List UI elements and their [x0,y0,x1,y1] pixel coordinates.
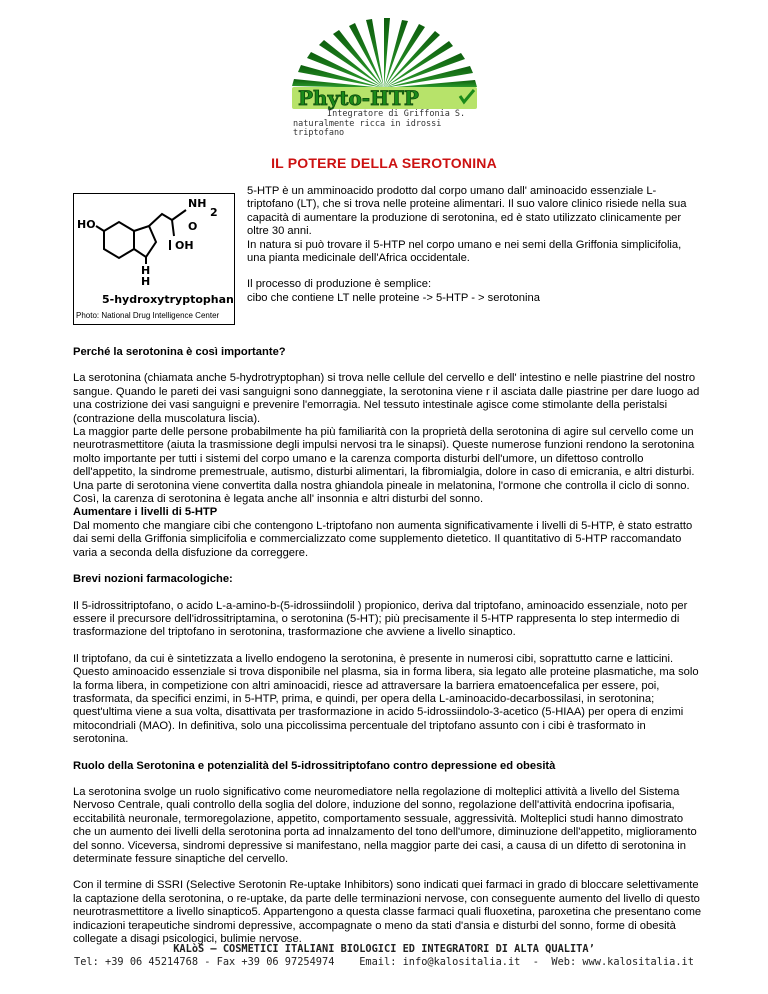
article-body [73,346,703,959]
svg-text:OH: OH [175,239,194,252]
svg-text:2: 2 [210,206,218,219]
intro-paragraph: In natura si può trovare il 5-HTP nel corpo umano e nei semi della Griffonia simplicifolia, una pianta medicinale dell'Africa occidentale. [247,238,682,265]
page-footer [0,943,768,969]
logo-tagline [293,110,493,139]
section-heading: Perché la serotonina è così importante? [73,346,286,358]
svg-text:5-hydroxytryptophan: 5-hydroxytryptophan [102,293,234,306]
subsection-heading: Aumentare i livelli di 5-HTP [73,506,218,519]
svg-text:Phyto-HTP: Phyto-HTP [298,86,419,110]
body-paragraph: Dal momento che mangiare cibi che contengono L-triptofano non aumenta significativamente i livelli di 5-HTP, è stato estratto dai semi della Griffonia simplicifolia e commercializzato come supplemento dietetico. Il quantitativo di 5-HTP raccomandato varia a seconda della disfuzione da correggere. [73,519,693,559]
body-paragraph: La serotonina (chiamata anche 5-hydrotryptophan) si trova nelle cellule del cervello e dell' intestino e nelle piastrine del nostro sangue. Quando le pareti dei vasi sanguigni sono danneggiate, la serotonina viene r il asciata dalle piastrine per dare luogo ad una costrizione dei vasi sanguigni e prevenire l'emorragia. Nel tessuto intestinale agisce come stimolante della peristalsi (contrazione della muscolatura liscia). [73,372,700,425]
page-title: IL POTERE DELLA SEROTONINA [271,155,497,171]
svg-text:O: O [188,220,198,233]
body-paragraph: Con il termine di SSRI (Selective Serotonin Re-uptake Inhibitors) sono indicati quei farmaci in grado di bloccare selettivamente la captazione della serotonina, o re-uptake, da parte delle terminazioni nervose, con conseguente aumento del livello di questo neurotrasmettitore a livello sinaptico5. Appartengono a questa classe farmaci quali fluoxetina, paroxetina che presentano come indicazioni terapeutiche sindromi depressive, accompagnate o meno da stati d'ansia e disturbi del sonno, forme di obesità collegate a disagi psicologici, bulimie nervose. [73,879,702,946]
intro-paragraph: 5-HTP è un amminoacido prodotto dal corpo umano dall' aminoacido essenziale L-triptofano (LT), che si trova nelle proteine alimentari. Il suo valore clinico risiede nella sua capacità di aumentare la produzione di serotonina, ed è stato utilizzato clinicamente per oltre 30 anni. [247,185,687,238]
section-heading: Ruolo della Serotonina e potenzialità del 5-idrossitriptofano contro depressione ed obesità [73,759,556,772]
intro-text [247,185,702,318]
molecule-structure-icon [74,194,234,324]
body-paragraph: La serotonina svolge un ruolo significativo come neuromediatore nella regolazione di molteplici attività a livello del Sistema Nervoso Centrale, quali controllo della soglia del dolore, induzione del sonno, regolazione dell'attività endocrina ipofisaria, eccitabilità neuronale, termoregolazione, appetito, comportamento sessuale, aggressività. Molteplici studi hanno dimostrato che un aumento dei livelli della serotonina porta ad innalzamento del tono dell'umore, diminuzione dell'appetito, miglioramento del sonno. Viceversa, sindromi depressive si manifestano, nella maggior parte dei casi, a causa di un difetto di serotonina in determinate fessure sinaptiche del cervello. [73,785,697,865]
svg-text:NH: NH [188,197,207,210]
svg-text:H: H [141,264,151,277]
logo-tagline-line2: naturalmente ricca in idrossi triptofano [293,118,442,138]
logo-tagline-line1: Integratore di Griffonia S. [327,109,466,119]
svg-text:HO: HO [77,218,96,231]
footer-contacts: Tel: +39 06 45214768 - Fax +39 06 97254974 Email: info@kalositalia.it - Web: www.kalositalia.it [74,956,694,968]
intro-paragraph: cibo che contiene LT nelle proteine -> 5-HTP - > serotonina [247,291,540,304]
molecule-figure [73,193,235,325]
body-paragraph: Il 5-idrossitriptofano, o acido L-a-amino-b-(5-idrossiindolil ) propionico, deriva dal triptofano, aminoacido essenziale, noto per essere il precursore dell'idrossitriptamina, o serotonina (5-HT); più precisamente il 5-HTP rappresenta lo step intermedio di trasformazione del triptofano in serotonina, trasformazione che avviene a livello sinaptico. [73,599,688,639]
footer-company: KALòS – COSMETICI ITALIANI BIOLOGICI ED INTEGRATORI DI ALTA QUALITA’ [173,943,595,955]
body-paragraph: Il triptofano, da cui è sintetizzata a livello endogeno la serotonina, è presente in numerosi cibi, soprattutto carne e latticini. Questo aminoacido essenziale si trova disponibile nel plasma, sia in forma libera, sia legato alle proteine plasmatiche, ma solo la forma libera, in competizione con altri aminoacidi, riesce ad attraversare la barriera ematoencefalica per essere, poi, trasformata, da specifici enzimi, in 5-HTP, prima, e quindi, per opera della L-aminoacido-decarbossilasi, in serotonina; quest'ultima viene a sua volta, disattivata per trasformazione in acido 5-idrossiindolo-3-acetico (5-HIAA) per opera di enzimi mitocondriali (MAO). In definitiva, solo una piccolissima percentuale del triptofano assunto con i cibi è trasformato in serotonina. [73,652,699,746]
section-heading: Brevi nozioni farmacologiche: [73,573,233,586]
svg-text:H: H [141,275,151,288]
intro-paragraph: Il processo di produzione è semplice: [247,278,432,291]
figure-caption: Photo: National Drug Intelligence Center [76,310,220,320]
body-paragraph: La maggior parte delle persone probabilmente ha più familiarità con la proprietà della serotonina di agire sul cervello come un neurotrasmettitore (aiuta la trasmissione degli impulsi nervosi tra le sinapsi). Queste numerose funzioni rendono la serotonina molto importante per tutti i sistemi del corpo umano e la carenza comporta disturbi dell'umore, un difettoso controllo dell'appetito, la sindrome premestruale, autismo, disturbi alimentari, la fibromialgia, dolore in caso di emicrania, e altri disturbi. Una parte di serotonina viene convertita dalla nostra ghiandola pineale in melatonina, l'ormone che controlla il ciclo di sonno. Così, la carenza di serotonina è legata anche all' insonnia e altri disturbi del sonno. [73,426,695,506]
